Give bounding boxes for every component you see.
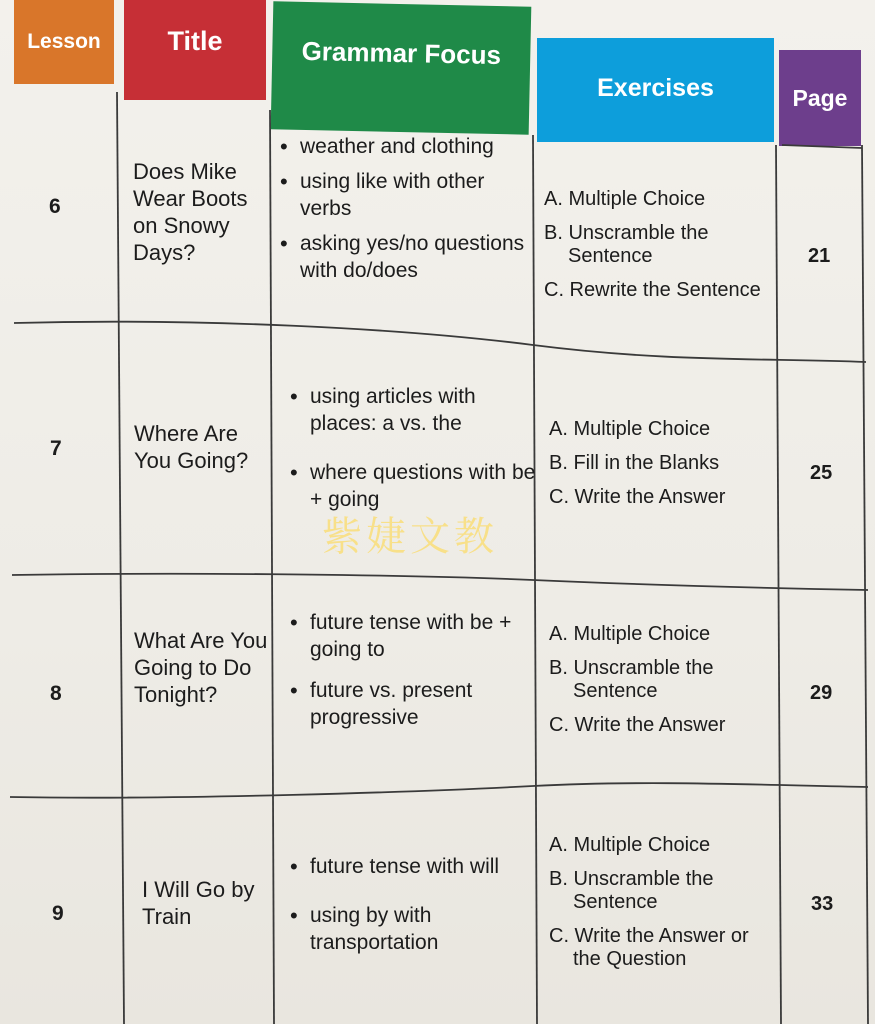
exercise-item: A. Multiple Choice (549, 834, 711, 856)
grid-hline-2 (12, 574, 868, 590)
exercise-item: A. Multiple Choice (549, 623, 711, 645)
exercise-item: C. Write the Answer or the Question (549, 925, 749, 970)
exercise-item: B. Unscramble the Sentence (549, 868, 714, 913)
grid-hline-1 (14, 322, 866, 362)
page-number: 25 (810, 462, 833, 484)
lesson-title: Where Are You Going? (134, 421, 249, 473)
exercise-item: B. Fill in the Blanks (549, 452, 720, 474)
exercise-list (549, 418, 779, 520)
lesson-title: What Are You Going to Do Tonight? (134, 628, 268, 707)
exercise-list (549, 623, 779, 748)
grammar-item: • using articles with places: a vs. the (290, 383, 540, 437)
grammar-focus-list (290, 609, 540, 739)
exercise-item: B. Unscramble the Sentence (549, 657, 714, 702)
exercise-item: A. Multiple Choice (544, 188, 706, 210)
exercise-list (544, 188, 774, 313)
exercise-item: A. Multiple Choice (549, 418, 711, 440)
grammar-item: • using like with other verbs (280, 168, 530, 222)
grammar-item: • future tense with will (290, 853, 540, 880)
exercise-item: C. Rewrite the Sentence (544, 279, 761, 301)
watermark-text: 紫婕文教 (322, 514, 498, 560)
grid-hline-3 (10, 783, 868, 798)
grid-vline-5 (862, 145, 868, 1024)
header-grammar-label: Grammar Focus (301, 35, 502, 70)
grammar-item: • where questions with be + going (290, 459, 540, 513)
grammar-item: • future vs. present progressive (290, 677, 540, 731)
exercise-item: C. Write the Answer (549, 486, 726, 508)
header-page-label: Page (792, 84, 848, 111)
page-number: 21 (808, 245, 831, 267)
grammar-item: • using by with transportation (290, 902, 540, 956)
grid-vline-1 (117, 92, 124, 1024)
lesson-number: 8 (50, 682, 62, 705)
grammar-item: • weather and clothing (280, 133, 530, 160)
header-exercises-label: Exercises (597, 73, 714, 102)
grammar-focus-list (290, 853, 540, 964)
lesson-title: Does Mike Wear Boots on Snowy Days? (133, 159, 248, 265)
grammar-item: • asking yes/no questions with do/does (280, 230, 530, 284)
grammar-focus-list (280, 133, 530, 292)
exercise-list (549, 834, 779, 982)
exercise-item: C. Write the Answer (549, 714, 726, 736)
lesson-number: 9 (52, 902, 64, 925)
grammar-item: • future tense with be + going to (290, 609, 540, 663)
header-lesson-label: Lesson (27, 30, 101, 53)
exercise-item: B. Unscramble the Sentence (544, 222, 709, 267)
header-title-label: Title (167, 25, 223, 56)
lesson-number: 7 (50, 437, 62, 460)
page-number: 33 (811, 893, 834, 915)
lesson-number: 6 (49, 195, 61, 218)
page-number: 29 (810, 682, 833, 704)
grammar-focus-list (290, 383, 540, 521)
lesson-title: I Will Go by Train (142, 877, 255, 929)
grid-hline-top (782, 145, 862, 148)
